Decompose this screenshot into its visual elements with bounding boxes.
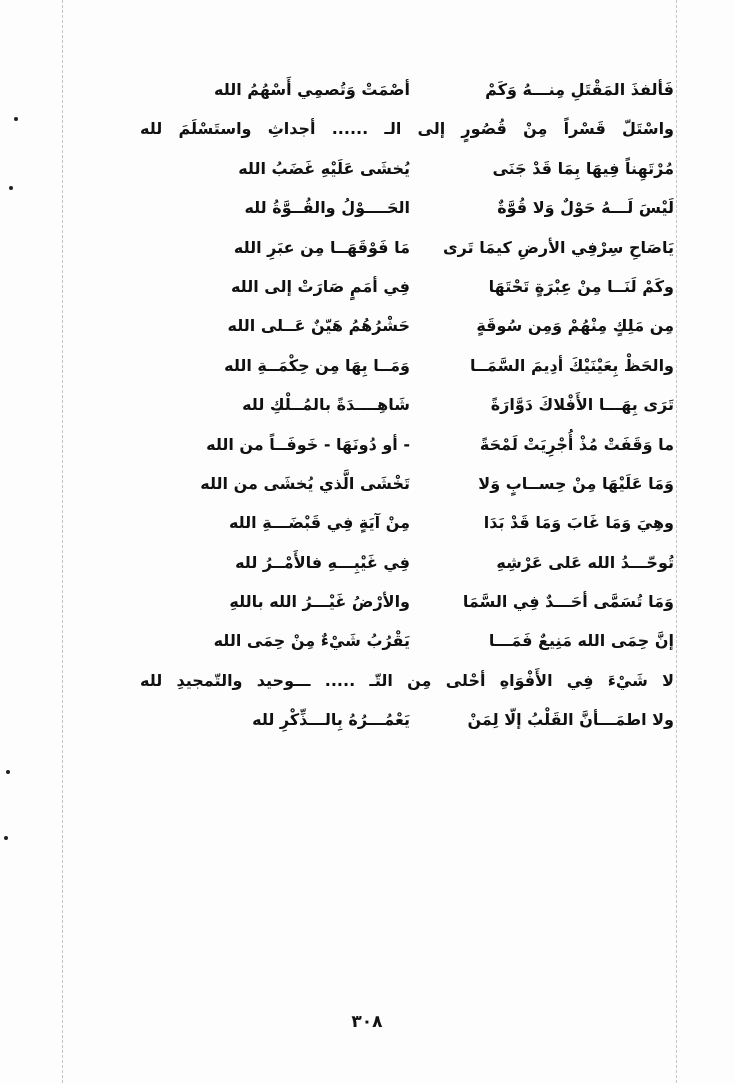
- verse-line: [140, 306, 674, 345]
- verse-full-line: واسْتَلّ قَسْراً مِنْ قُصُورٍ إلى الـ ...... أجداثِ واستَسْلَمَ لله: [140, 119, 674, 139]
- verse-second-hemistich: حَشْرُهُمُ هَيّنٌ عَــلى الله: [227, 316, 410, 336]
- verse-second-hemistich: فِي غَيْبِـــهِ فالأَمْــرُ لله: [235, 552, 410, 572]
- verse-first-hemistich: وَمَا تُسَمَّى أحَـــدٌ فِي السَّمَا: [462, 592, 674, 612]
- verse-first-hemistich: ولا اطمَـــأنَّ القَلْبُ إلّا لِمَنْ: [467, 710, 674, 730]
- scan-guide-right: [676, 0, 677, 1083]
- verse-second-hemistich: وَمَــا بِهَا مِن حِكْمَــةِ الله: [224, 355, 410, 375]
- verse-first-hemistich: إنَّ حِمَى الله مَنِيعٌ فَمَـــا: [488, 631, 674, 651]
- scan-guide-left: [62, 0, 63, 1083]
- verse-line: [140, 228, 674, 267]
- verse-line: [140, 582, 674, 621]
- verse-line: [140, 70, 674, 109]
- verse-first-hemistich: مِن مَلِكٍ مِنْهُمْ وَمِن سُوقَةٍ: [476, 316, 674, 336]
- verse-second-hemistich: الحَــــوْلُ والقُــوَّةُ لله: [244, 198, 410, 218]
- verse-second-hemistich: يَعْمُـــرُهُ بِالـــذِّكْرِ لله: [252, 710, 410, 730]
- verse-full-line: لا شَيْءَ فِي الأَفْوَاهِ أحْلى مِن التّـ ..... ـــوحيد والتّمجيدِ لله: [140, 670, 674, 690]
- verse-line: [140, 464, 674, 503]
- verse-first-hemistich: ما وَقَفَتْ مُذْ أُجْرِيَتْ لَمْحَةً: [479, 434, 674, 454]
- verse-second-hemistich: يَقْرُبُ شَيْءٌ مِنْ حِمَى الله: [213, 631, 410, 651]
- verse-line: [140, 188, 674, 227]
- verse-line: [140, 109, 674, 148]
- verse-line: [140, 385, 674, 424]
- verse-second-hemistich: مِنْ آيَةٍ فِي قَبْضَـــةِ الله: [228, 513, 410, 533]
- verse-first-hemistich: وكَمْ لَنَــا مِنْ عِبْرَةٍ تَحْتَهَا: [488, 276, 674, 296]
- scan-speck: [9, 186, 13, 190]
- verse-first-hemistich: لَيْسَ لَـــهُ حَوْلٌ وَلا قُوَّةٌ: [497, 198, 674, 218]
- verse-first-hemistich: تَرَى بِهَـــا الأَفْلاكَ دَوَّارَةً: [490, 395, 674, 415]
- verse-second-hemistich: شَاهِــــدَةً بالمُــلْكِ لله: [242, 395, 410, 415]
- verse-first-hemistich: فَألفذَ المَقْتَلِ مِنـــهُ وَكَمْ: [485, 80, 674, 99]
- verse-second-hemistich: فِي أمَمٍ صَارَتْ إلى الله: [230, 276, 410, 296]
- verse-second-hemistich: يُخشَى عَلَيْهِ غَضَبُ الله: [238, 158, 410, 178]
- verse-first-hemistich: والحَظْ بِعَيْنَيْكَ أدِيمَ السَّمَــا: [469, 355, 674, 375]
- verse-line: [140, 149, 674, 188]
- verse-second-hemistich: تَخْشَى الَّذي يُخشَى من الله: [200, 473, 410, 493]
- verse-line: [140, 700, 674, 739]
- verse-line: [140, 543, 674, 582]
- verse-second-hemistich: - أو دُونَهَا - خَوفَــاً من الله: [206, 434, 410, 454]
- verse-first-hemistich: تُوحّـــدُ الله عَلى عَرْشِهِ: [496, 552, 674, 572]
- verse-line: [140, 503, 674, 542]
- page-number: ٣٠٨: [351, 1012, 383, 1032]
- scan-speck: [4, 836, 8, 840]
- poem: [140, 70, 674, 740]
- verse-line: [140, 346, 674, 385]
- verse-second-hemistich: والأرْضُ غَيْـــرُ الله باللهِ: [229, 592, 410, 612]
- verse-second-hemistich: أصْمَتْ وَتُصمِي أَسْهُمُ الله: [213, 80, 410, 99]
- verse-first-hemistich: وَمَا عَلَيْهَا مِنْ حِســابٍ وَلا: [478, 473, 674, 493]
- verse-line: [140, 267, 674, 306]
- verse-first-hemistich: يَاصَاحِ سِرْفِي الأرضِ كيمَا تَرى: [443, 237, 674, 257]
- scan-speck: [6, 770, 10, 774]
- scan-speck: [14, 117, 18, 121]
- verse-second-hemistich: مَا فَوْقَهَــا مِن عبَرِ الله: [233, 237, 410, 257]
- verse-line: [140, 621, 674, 660]
- verse-line: [140, 661, 674, 700]
- verse-first-hemistich: وهِيَ وَمَا غَابَ وَمَا قَدْ بَدَا: [483, 513, 674, 533]
- verse-first-hemistich: مُرْتَهِناً فِيهَا بِمَا قَدْ جَنَى: [492, 158, 674, 178]
- verse-line: [140, 425, 674, 464]
